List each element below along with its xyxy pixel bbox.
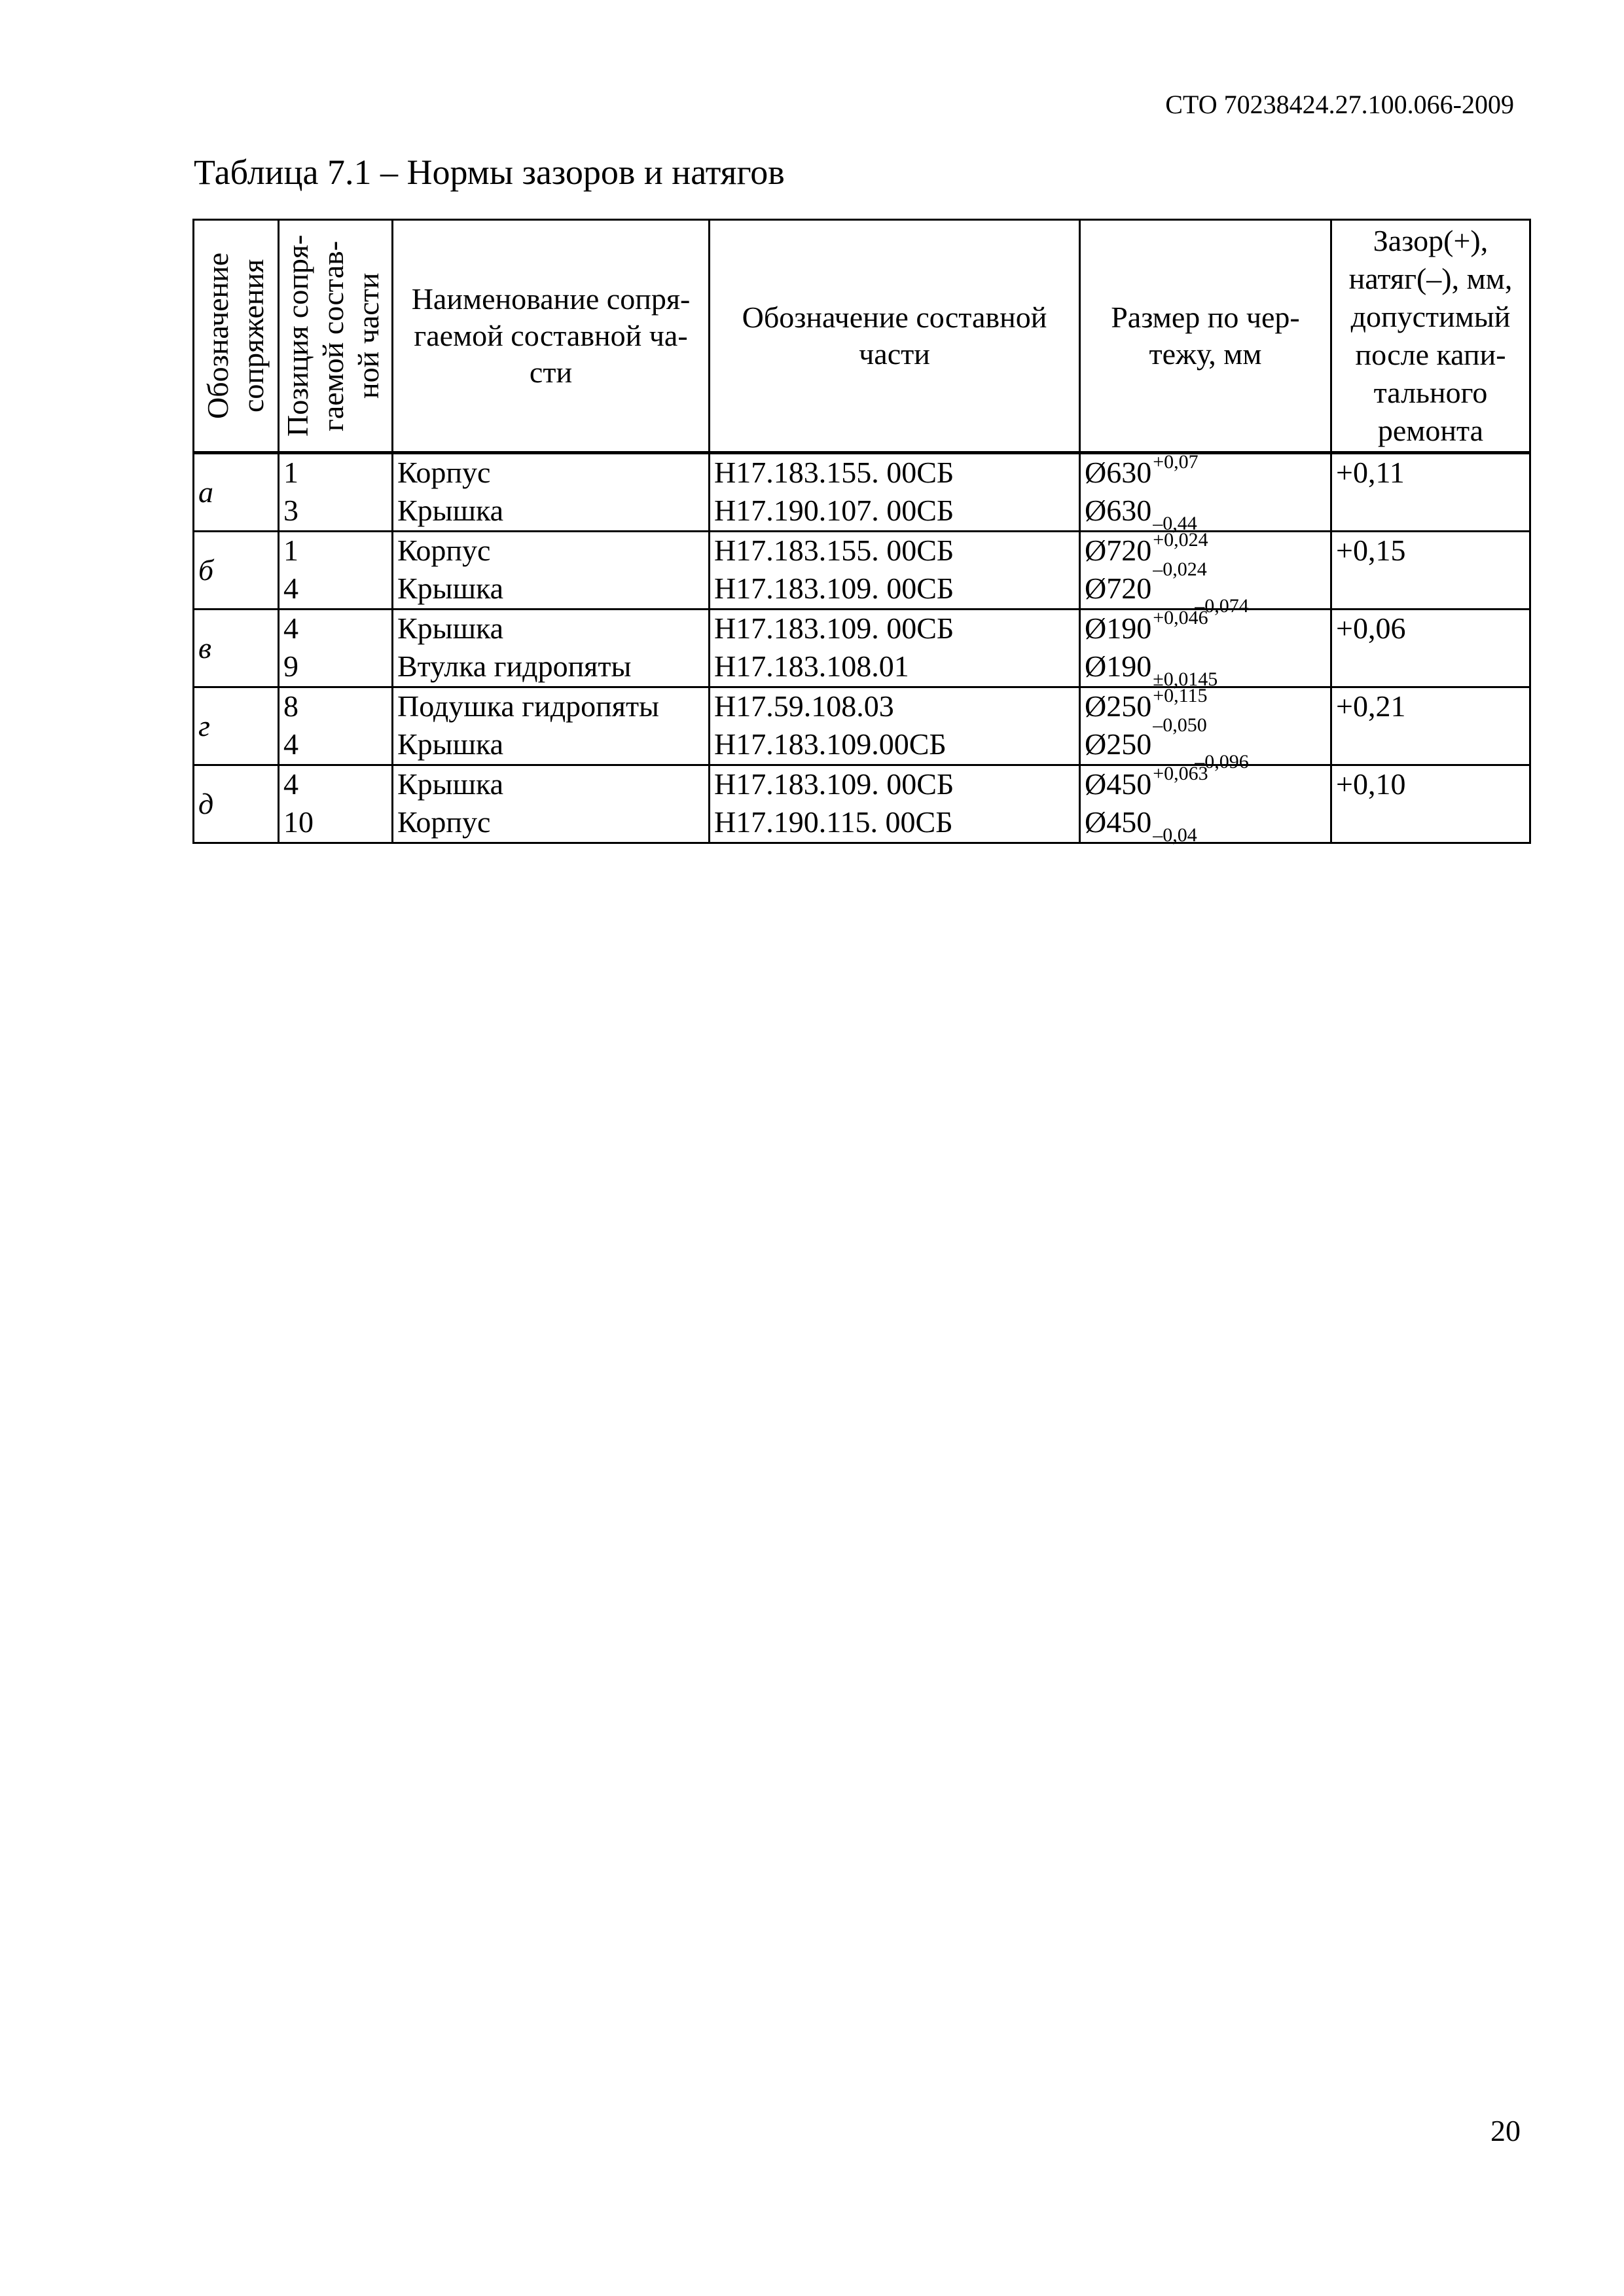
mate-cell: а (194, 453, 279, 532)
header-mate: Обозначение сопряжения (194, 220, 279, 453)
table-caption: Таблица 7.1 – Нормы зазоров и натягов (194, 153, 785, 192)
table-row (194, 726, 1530, 765)
mate-cell: в (194, 610, 279, 687)
position-cell: 4 (279, 610, 393, 649)
table-row (194, 532, 1530, 571)
size-base: Ø190 (1085, 611, 1152, 645)
table-row (194, 453, 1530, 493)
header-position: Позиция сопря-гаемой состав-ной части (279, 220, 393, 453)
clearance-cell: +0,10 (1331, 765, 1530, 843)
size-cell (1080, 558, 1331, 617)
lower-deviation: –0,096 (1195, 751, 1249, 773)
size-base: Ø720 (1085, 534, 1152, 567)
size-base: Ø450 (1085, 767, 1152, 801)
tolerance-stack (1153, 558, 1284, 617)
part-code-cell: Н17.190.115. 00СБ (710, 804, 1080, 843)
part-name-cell: Крышка (393, 726, 710, 765)
part-name-cell: Подушка гидропяты (393, 687, 710, 727)
size-base: Ø190 (1085, 649, 1152, 683)
size-base: Ø450 (1085, 805, 1152, 839)
part-code-cell: Н17.190.107. 00СБ (710, 492, 1080, 532)
part-code-cell: Н17.183.155. 00СБ (710, 453, 1080, 493)
part-name-cell: Крышка (393, 610, 710, 649)
header-part-code: Обозначение составной части (710, 220, 1080, 453)
size-cell (1080, 804, 1331, 846)
position-cell: 4 (279, 765, 393, 805)
mate-cell: д (194, 765, 279, 843)
part-code-cell: Н17.183.109.00СБ (710, 726, 1080, 765)
position-cell: 1 (279, 532, 393, 571)
upper-deviation: +0,07 (1153, 451, 1199, 473)
size-base: Ø720 (1085, 572, 1152, 605)
size-cell (1080, 648, 1331, 690)
upper-deviation: +0,046 (1153, 607, 1208, 629)
header-clearance: Зазор(+), натяг(–), мм, допустимый после капи-тального ремонта (1331, 220, 1530, 453)
part-code-cell: Н17.183.109. 00СБ (710, 570, 1080, 610)
part-code-cell: Н17.183.108.01 (710, 648, 1080, 687)
part-name-cell: Корпус (393, 532, 710, 571)
position-cell: 4 (279, 570, 393, 610)
upper-deviation: –0,050 (1153, 714, 1207, 736)
tolerance-stack (1153, 714, 1284, 773)
upper-deviation: +0,063 (1153, 763, 1208, 784)
upper-deviation: +0,115 (1153, 685, 1208, 706)
lower-deviation: –0,44 (1153, 513, 1197, 534)
clearance-cell: +0,21 (1331, 687, 1530, 765)
position-cell: 3 (279, 492, 393, 532)
size-cell (1080, 453, 1331, 493)
position-cell: 1 (279, 453, 393, 493)
upper-deviation: +0,024 (1153, 529, 1208, 551)
part-name-cell: Крышка (393, 765, 710, 805)
clearance-cell: +0,06 (1331, 610, 1530, 687)
mate-cell: г (194, 687, 279, 765)
size-base: Ø250 (1085, 727, 1152, 761)
table-row (194, 687, 1530, 727)
lower-deviation: ±0,0145 (1153, 668, 1218, 690)
table-row (194, 804, 1530, 843)
part-code-cell: Н17.183.109. 00СБ (710, 765, 1080, 805)
table-body (194, 451, 1530, 846)
clearance-norms-table (192, 219, 1531, 844)
part-code-cell: Н17.183.109. 00СБ (710, 610, 1080, 649)
mate-cell: б (194, 532, 279, 610)
table-row (194, 570, 1530, 610)
header-size: Размер по чер-тежу, мм (1080, 220, 1331, 453)
part-name-cell: Корпус (393, 804, 710, 843)
document-code: СТО 70238424.27.100.066-2009 (1165, 90, 1514, 119)
table-row (194, 765, 1530, 805)
part-name-cell: Крышка (393, 570, 710, 610)
size-cell (1080, 714, 1331, 773)
part-name-cell: Крышка (393, 492, 710, 532)
clearance-cell: +0,15 (1331, 532, 1530, 610)
position-cell: 8 (279, 687, 393, 727)
table-row (194, 492, 1530, 532)
clearance-cell: +0,11 (1331, 453, 1530, 532)
size-base: Ø630 (1085, 494, 1152, 527)
lower-deviation: –0,074 (1195, 595, 1249, 617)
page-number: 20 (1490, 2114, 1521, 2147)
size-base: Ø250 (1085, 689, 1152, 723)
header-part-name: Наименование сопря-гаемой составной ча-сти (393, 220, 710, 453)
table-row (194, 610, 1530, 649)
position-cell: 9 (279, 648, 393, 687)
part-code-cell: Н17.59.108.03 (710, 687, 1080, 727)
table-row (194, 648, 1530, 687)
upper-deviation: –0,024 (1153, 558, 1207, 580)
table-header-row (194, 220, 1530, 453)
size-base: Ø630 (1085, 456, 1152, 489)
part-code-cell: Н17.183.155. 00СБ (710, 532, 1080, 571)
lower-deviation: –0,04 (1153, 824, 1197, 846)
size-cell (1080, 492, 1331, 532)
part-name-cell: Корпус (393, 453, 710, 493)
position-cell: 10 (279, 804, 393, 843)
part-name-cell: Втулка гидропяты (393, 648, 710, 687)
position-cell: 4 (279, 726, 393, 765)
